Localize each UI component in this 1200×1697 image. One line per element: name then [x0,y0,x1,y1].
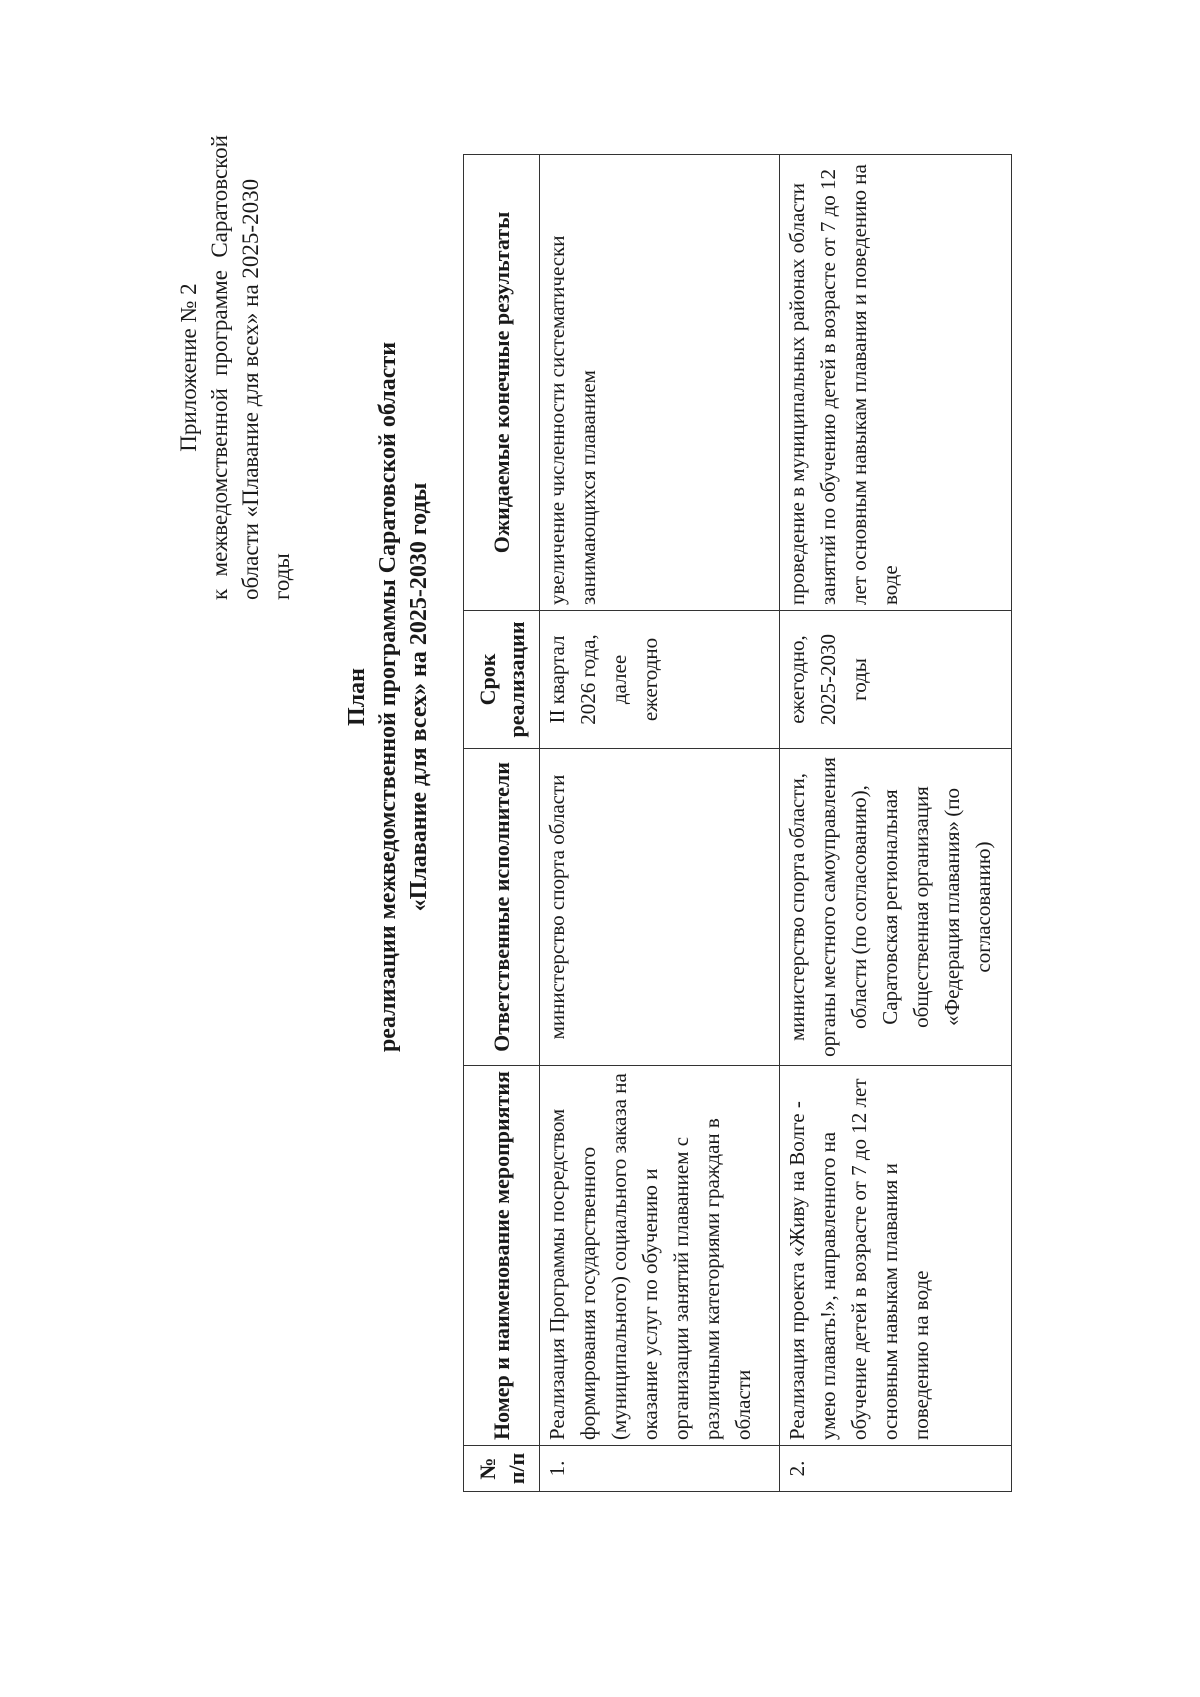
row-name: Реализация Программы посредством формирования государственного (муниципального) социального заказа на оказание услуг по обучению и организации занятий плаванием с различными категориями граждан в области [540,1066,780,1446]
title-subject: реализации межведомственной программы Саратовской области [375,341,401,1053]
row-num: 2. [780,1446,1012,1492]
document-title [342,257,435,1137]
title-program: «Плавание для всех» на 2025-2030 годы [406,482,432,912]
header-term: Срок реализации [464,611,540,749]
annex-number: Приложение № 2 [176,283,201,452]
header-results: Ожидаемые конечные результаты [464,155,540,611]
plan-table [463,154,1012,1492]
row-term: ежегодно, 2025-2030 годы [780,611,1012,749]
header-responsible: Ответственные исполнители [464,749,540,1066]
annex-program-name: области «Плавание для всех» на 2025-2030 годы [238,178,294,600]
table-row [540,155,780,1492]
annex-note [173,135,297,600]
row-num: 1. [540,1446,780,1492]
row-responsible: министерство спорта области, органы местного самоуправления области (по согласованию), Саратовская региональная общественная организация «Федерация плавания» (по согласованию) [780,749,1012,1066]
row-results: проведение в муниципальных районах области занятий по обучению детей в возрасте от 7 до 12 лет основным навыкам плавания и поведению на воде [780,155,1012,611]
header-name: Номер и наименование мероприятия [464,1066,540,1446]
row-name: Реализация проекта «Живу на Волге - умею плавать!», направленного на обучение детей в возрасте от 7 до 12 лет основным навыкам плавания и поведению на воде [780,1066,1012,1446]
annex-word: к [207,588,232,600]
annex-word: Саратовской [207,135,232,258]
row-term: II квартал 2026 года, далее ежегодно [540,611,780,749]
table-row [780,155,1012,1492]
row-responsible: министерство спорта области [540,749,780,1066]
annex-word: программе [207,270,232,376]
title-plan: План [344,668,370,726]
header-num: № п/п [464,1446,540,1492]
row-results: увеличение численности систематически занимающихся плаванием [540,155,780,611]
annex-word: межведомственной [207,388,232,577]
annex-program-line [204,135,235,600]
table-header-row [464,155,540,1492]
